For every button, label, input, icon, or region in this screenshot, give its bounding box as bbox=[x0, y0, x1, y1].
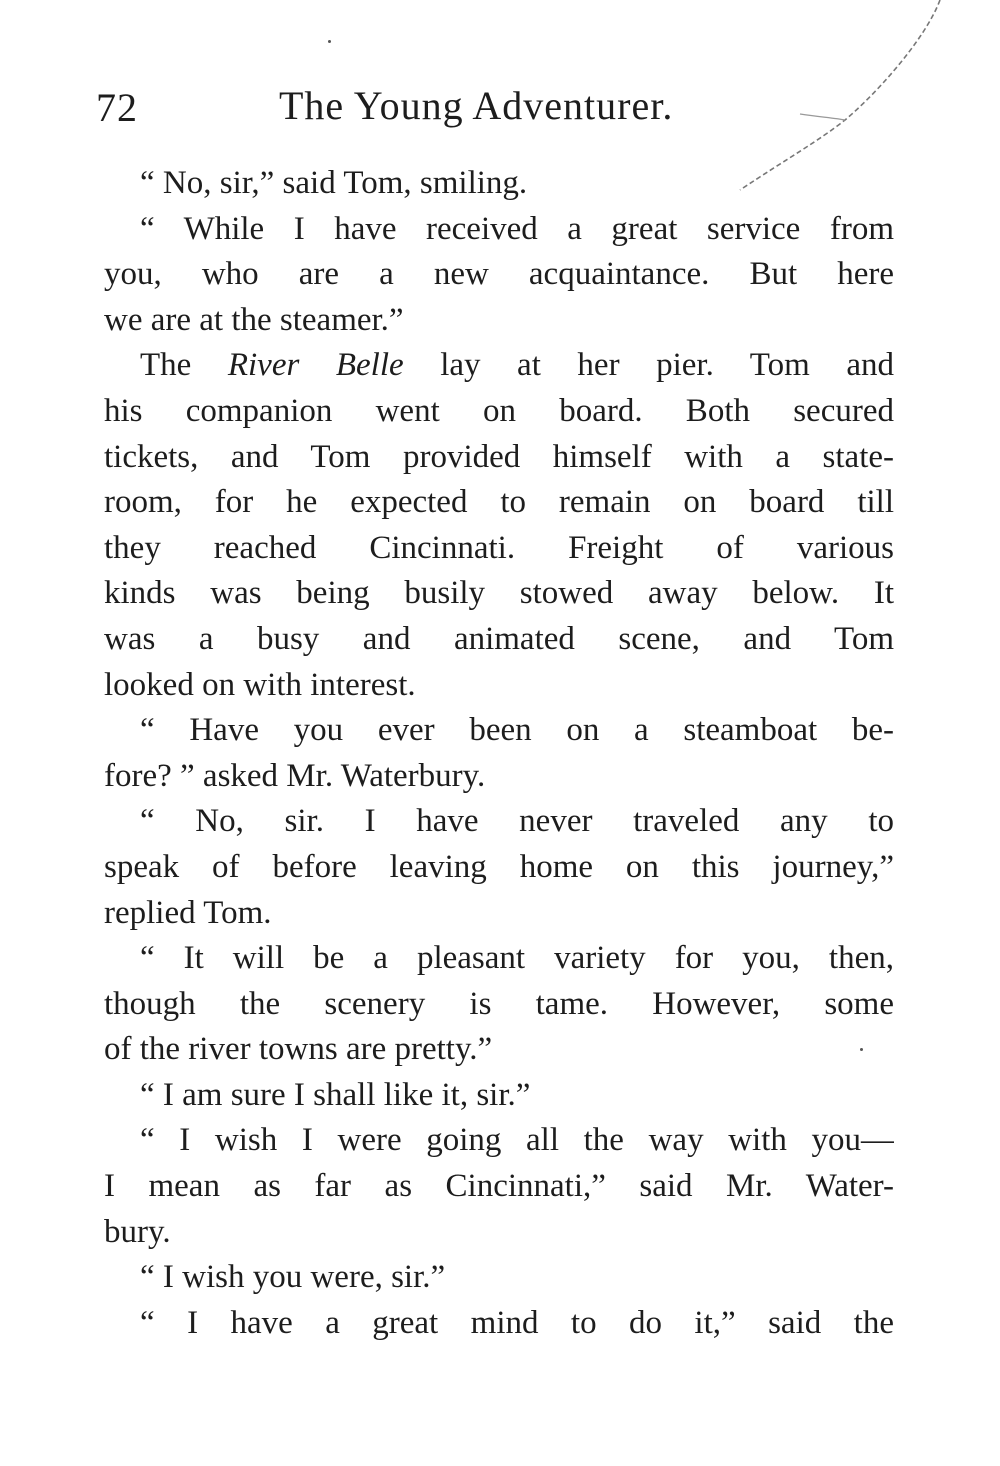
text-line: “ No, sir,” said Tom, smiling. bbox=[140, 165, 528, 201]
paragraph bbox=[104, 343, 894, 708]
paragraph bbox=[104, 207, 894, 344]
text-line: I mean as far as Cincinnati,” said Mr. Water- bbox=[104, 1168, 894, 1205]
paragraph bbox=[104, 799, 894, 936]
paragraph bbox=[104, 936, 894, 1073]
body-text bbox=[104, 161, 894, 1346]
text-line: replied Tom. bbox=[104, 894, 272, 931]
text-line bbox=[104, 343, 894, 389]
text-line: though the scenery is tame. However, some bbox=[104, 985, 894, 1022]
text-line: fore? ” asked Mr. Waterbury. bbox=[104, 757, 486, 794]
text-line: of the river towns are pretty.” bbox=[104, 1031, 493, 1068]
text-line: room, for he expected to remain on board till bbox=[104, 484, 894, 521]
text-run: lay at her pier. Tom and bbox=[403, 347, 894, 384]
paragraph bbox=[104, 1255, 894, 1301]
paragraph bbox=[104, 1073, 894, 1119]
text-line: kinds was being busily stowed away below. It bbox=[104, 575, 894, 612]
paragraph bbox=[104, 708, 894, 799]
text-run: The bbox=[140, 347, 228, 384]
text-line: his companion went on board. Both secured bbox=[104, 392, 894, 429]
vessel-name-italic: River Belle bbox=[227, 347, 404, 384]
page-header bbox=[96, 78, 886, 136]
text-line: “ I wish I were going all the way with you— bbox=[140, 1122, 894, 1159]
text-line: “ No, sir. I have never traveled any to bbox=[140, 803, 894, 840]
text-line: “ While I have received a great service from bbox=[140, 210, 894, 247]
text-line: looked on with interest. bbox=[104, 666, 416, 703]
paragraph bbox=[104, 1118, 894, 1255]
text-line: “ Have you ever been on a steamboat be- bbox=[140, 712, 894, 749]
text-line: was a busy and animated scene, and Tom bbox=[104, 620, 894, 657]
text-line: tickets, and Tom provided himself with a state- bbox=[104, 438, 894, 475]
paragraph bbox=[104, 161, 894, 207]
text-line: “ I have a great mind to do it,” said the bbox=[140, 1304, 894, 1341]
page-number: 72 bbox=[96, 85, 138, 130]
paragraph bbox=[104, 1301, 894, 1347]
text-line: we are at the steamer.” bbox=[104, 301, 404, 338]
text-line: “ It will be a pleasant variety for you, then, bbox=[140, 940, 894, 977]
text-line: you, who are a new acquaintance. But here bbox=[104, 256, 894, 293]
text-line: “ I wish you were, sir.” bbox=[140, 1259, 446, 1296]
running-title: The Young Adventurer. bbox=[279, 83, 674, 128]
text-line: speak of before leaving home on this journey,” bbox=[104, 848, 894, 885]
text-line: they reached Cincinnati. Freight of various bbox=[104, 529, 894, 566]
text-line: “ I am sure I shall like it, sir.” bbox=[140, 1076, 531, 1113]
ink-speck bbox=[328, 40, 331, 43]
text-line: bury. bbox=[104, 1213, 171, 1250]
